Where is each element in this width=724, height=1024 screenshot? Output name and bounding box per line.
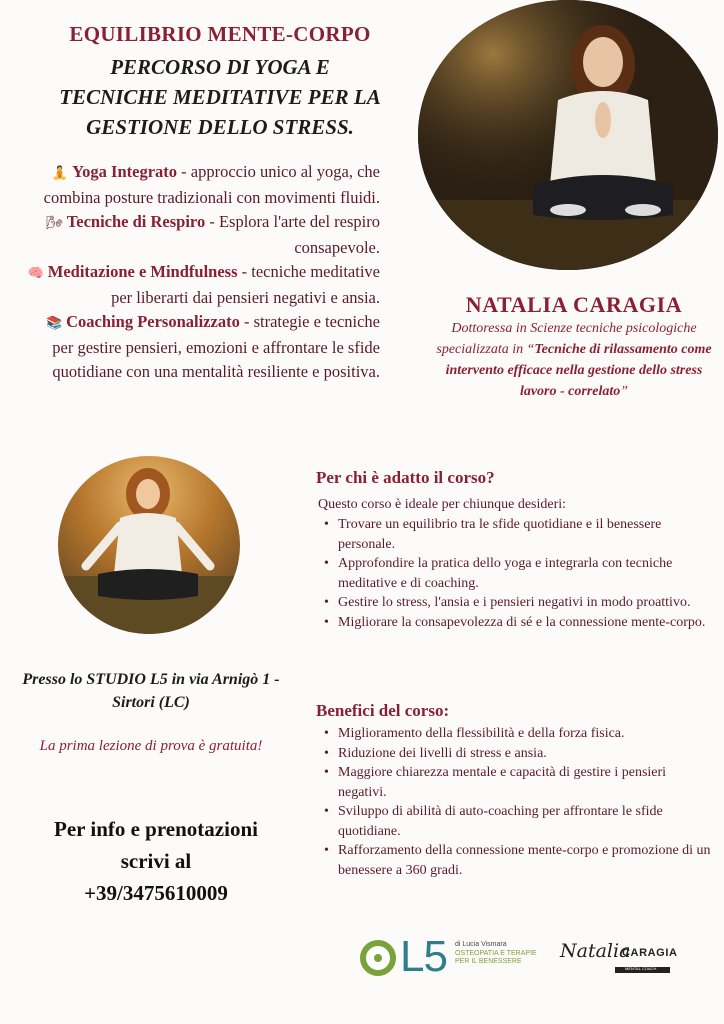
meditation-photo	[418, 0, 718, 270]
meditation-photo-small-illustration	[58, 456, 240, 634]
page-title: EQUILIBRIO MENTE-CORPO	[69, 22, 371, 46]
yoga-icon: 🧘	[51, 166, 69, 181]
wind-icon: 🌬	[46, 216, 63, 231]
contact-info	[6, 813, 306, 909]
feature-item	[24, 210, 380, 260]
benefits-list	[322, 724, 714, 880]
subtitle-line: PERCORSO DI YOGA E	[110, 55, 330, 79]
free-trial-note: La prima lezione di prova è gratuita!	[39, 738, 263, 754]
benefits-title: Benefici del corso:	[316, 701, 450, 720]
list-item: • Rafforzamento della connessione mente-corpo e promozione di un benessere a 360 gradi.	[322, 841, 714, 880]
for-whom-intro: Questo corso è ideale per chiunque desideri:	[318, 497, 567, 512]
location-text	[6, 668, 296, 714]
list-item: • Riduzione dei livelli di stress e ansia.	[322, 744, 714, 764]
books-icon: 📚	[45, 316, 63, 331]
subtitle-line: TECNICHE MEDITATIVE PER LA	[59, 85, 381, 109]
feature-text: - approccio unico al yoga, che combina posture tradizionali con movimenti fluidi.	[43, 162, 380, 207]
list-item: • Maggiore chiarezza mentale e capacità di gestire i pensieri negativi.	[322, 763, 714, 802]
natalia-caragia-logo	[560, 940, 690, 980]
feature-text: - Esplora l'arte del respiro consapevole.	[205, 212, 380, 257]
list-item: • Migliorare la consapevolezza di sé e la connessione mente-corpo.	[322, 613, 712, 633]
list-item: • Sviluppo di abilità di auto-coaching per affrontare le sfide quotidiane.	[322, 802, 714, 841]
for-whom-list	[322, 515, 712, 632]
feature-text: - tecniche meditative per liberarti dai pensieri negativi e ansia.	[111, 262, 380, 307]
feature-item	[24, 260, 380, 310]
phone-number[interactable]: +39/3475610009	[84, 881, 228, 905]
feature-title: Coaching Personalizzato	[66, 312, 240, 331]
list-item: • Miglioramento della flessibilità e della forza fisica.	[322, 724, 714, 744]
contact-line: Per info e prenotazioni	[54, 817, 258, 841]
location-line: Sirtori (LC)	[112, 694, 190, 711]
subtitle-line: GESTIONE DELLO STRESS.	[86, 115, 354, 139]
location-line: Presso lo STUDIO L5 in via Arnigò 1 -	[22, 671, 280, 688]
brain-icon: 🧠	[27, 266, 44, 281]
logo-bar	[615, 967, 670, 973]
list-item: • Approfondire la pratica dello yoga e integrarla con tecniche meditative e di coaching.	[322, 554, 712, 593]
for-whom-title: Per chi è adatto il corso?	[316, 468, 495, 487]
logo-tagline: OSTEOPATIA E TERAPIE PER IL BENESSERE	[455, 950, 537, 965]
instructor-name: NATALIA CARAGIA	[465, 292, 683, 317]
logo-sub: MENTAL COACH	[625, 966, 657, 971]
instructor-desc-end: ”	[620, 384, 629, 399]
meditation-photo-small	[58, 456, 240, 634]
feature-title: Tecniche di Respiro	[66, 212, 206, 231]
contact-line: scrivi al	[120, 849, 192, 873]
feature-title: Meditazione e Mindfulness	[47, 262, 238, 281]
feature-title: Yoga Integrato	[72, 162, 178, 181]
meditation-photo-illustration	[418, 0, 718, 270]
studio-l5-logo	[360, 932, 540, 982]
instructor-desc-plain: Dottoressa in Scienze tecniche psicologiche specializzata in “	[436, 321, 697, 357]
page-subtitle	[20, 52, 420, 142]
logo-byline: di Lucia Vismara	[455, 941, 507, 948]
logo-script: Natalia	[560, 940, 631, 962]
feature-text: - strategie e tecniche per gestire pensieri, emozioni e affrontare le sfide quotidiane con una mentalità resiliente e positiva.	[52, 312, 380, 381]
leaf-circle-icon	[360, 940, 396, 976]
feature-item	[24, 310, 380, 384]
feature-list	[24, 160, 380, 384]
list-item: • Gestire lo stress, l'ansia e i pensieri negativi in modo proattivo.	[322, 593, 712, 613]
list-item: • Trovare un equilibrio tra le sfide quotidiane e il benessere personale.	[322, 515, 712, 554]
instructor-description	[432, 318, 716, 402]
logo-name: CARAGIA	[622, 947, 678, 959]
logo-mark-text: L5	[400, 932, 447, 981]
feature-item	[24, 160, 380, 210]
instructor-desc-bold: Tecniche di rilassamento come intervento efficace nella gestione dello stress lavoro - correlato	[445, 342, 712, 399]
